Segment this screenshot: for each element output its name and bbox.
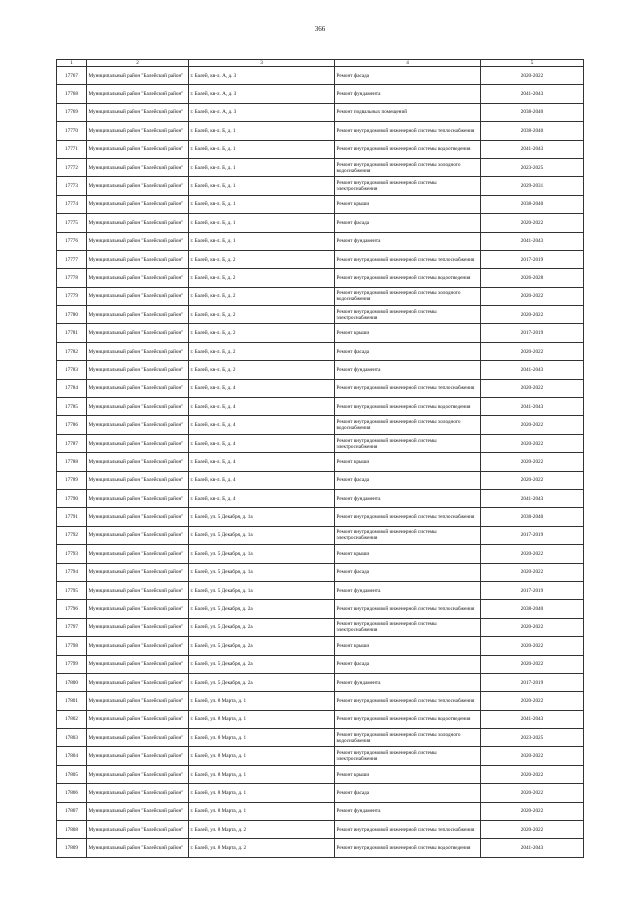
row-number: 17770 <box>57 122 87 140</box>
work-type-cell: Ремонт крыши <box>335 195 481 213</box>
district-cell: Муниципальный район "Балейский район" <box>87 821 189 839</box>
work-type-cell: Ремонт фундамента <box>335 489 481 507</box>
district-cell: Муниципальный район "Балейский район" <box>87 802 189 820</box>
row-number: 17800 <box>57 673 87 691</box>
period-cell: 2038-2040 <box>481 103 584 121</box>
work-type-cell: Ремонт внутридомовой инженерной системы водоотведения <box>335 398 481 416</box>
work-type-cell: Ремонт внутридомовой инженерной системы электроснабжения <box>335 526 481 544</box>
row-number: 17803 <box>57 729 87 747</box>
address-cell: г. Балей, ул. 5 Декабря, д. 2а <box>189 673 335 691</box>
period-cell: 2020-2022 <box>481 563 584 581</box>
period-cell: 2020-2022 <box>481 618 584 636</box>
district-cell: Муниципальный район "Балейский район" <box>87 342 189 360</box>
work-type-cell: Ремонт фундамента <box>335 581 481 599</box>
row-number: 17777 <box>57 250 87 268</box>
row-number: 17794 <box>57 563 87 581</box>
work-type-cell: Ремонт внутридомовой инженерной системы водоотведения <box>335 269 481 287</box>
address-cell: г. Балей, кв-л. Б, д. 4 <box>189 453 335 471</box>
table-row <box>57 563 584 581</box>
column-header: 2 <box>87 60 189 67</box>
table-row <box>57 747 584 765</box>
address-cell: г. Балей, кв-л. Б, д. 4 <box>189 379 335 397</box>
work-type-cell: Ремонт крыши <box>335 765 481 783</box>
work-type-cell: Ремонт внутридомовой инженерной системы теплоснабжения <box>335 600 481 618</box>
address-cell: г. Балей, кв-л. Б, д. 2 <box>189 287 335 305</box>
district-cell: Муниципальный район "Балейский район" <box>87 489 189 507</box>
column-header: 5 <box>481 60 584 67</box>
table-row <box>57 177 584 195</box>
row-number: 17790 <box>57 489 87 507</box>
address-cell: г. Балей, ул. 8 Марта, д. 1 <box>189 784 335 802</box>
work-type-cell: Ремонт внутридомовой инженерной системы водоотведения <box>335 140 481 158</box>
registry-table <box>56 59 584 858</box>
period-cell: 2041-2043 <box>481 232 584 250</box>
row-number: 17767 <box>57 67 87 85</box>
row-number: 17798 <box>57 637 87 655</box>
period-cell: 2017-2019 <box>481 250 584 268</box>
period-cell: 2041-2043 <box>481 398 584 416</box>
district-cell: Муниципальный район "Балейский район" <box>87 158 189 176</box>
period-cell: 2017-2019 <box>481 673 584 691</box>
row-number: 17802 <box>57 710 87 728</box>
period-cell: 2020-2022 <box>481 342 584 360</box>
work-type-cell: Ремонт внутридомовой инженерной системы теплоснабжения <box>335 122 481 140</box>
row-number: 17785 <box>57 398 87 416</box>
table-row <box>57 306 584 324</box>
row-number: 17787 <box>57 434 87 452</box>
table-row <box>57 398 584 416</box>
address-cell: г. Балей, ул. 8 Марта, д. 1 <box>189 729 335 747</box>
table-row <box>57 287 584 305</box>
district-cell: Муниципальный район "Балейский район" <box>87 103 189 121</box>
table-row <box>57 692 584 710</box>
district-cell: Муниципальный район "Балейский район" <box>87 563 189 581</box>
work-type-cell: Ремонт фасада <box>335 214 481 232</box>
period-cell: 2041-2043 <box>481 839 584 857</box>
period-cell: 2020-2022 <box>481 471 584 489</box>
period-cell: 2020-2022 <box>481 545 584 563</box>
table-row <box>57 416 584 434</box>
period-cell: 2017-2019 <box>481 581 584 599</box>
period-cell: 2020-2022 <box>481 821 584 839</box>
work-type-cell: Ремонт фасада <box>335 342 481 360</box>
address-cell: г. Балей, кв-л. Б, д. 2 <box>189 250 335 268</box>
table-row <box>57 673 584 691</box>
work-type-cell: Ремонт внутридомовой инженерной системы холодного водоснабжения <box>335 158 481 176</box>
period-cell: 2020-2022 <box>481 67 584 85</box>
work-type-cell: Ремонт фундамента <box>335 673 481 691</box>
row-number: 17773 <box>57 177 87 195</box>
period-cell: 2041-2043 <box>481 85 584 103</box>
table-row <box>57 269 584 287</box>
row-number: 17801 <box>57 692 87 710</box>
column-header: 3 <box>189 60 335 67</box>
district-cell: Муниципальный район "Балейский район" <box>87 398 189 416</box>
district-cell: Муниципальный район "Балейский район" <box>87 434 189 452</box>
address-cell: г. Балей, кв-л. А, д. 3 <box>189 103 335 121</box>
district-cell: Муниципальный район "Балейский район" <box>87 545 189 563</box>
address-cell: г. Балей, ул. 5 Декабря, д. 2а <box>189 618 335 636</box>
period-cell: 2020-2022 <box>481 765 584 783</box>
period-cell: 2041-2043 <box>481 361 584 379</box>
row-number: 17799 <box>57 655 87 673</box>
period-cell: 2038-2040 <box>481 508 584 526</box>
table-row <box>57 802 584 820</box>
district-cell: Муниципальный район "Балейский район" <box>87 67 189 85</box>
period-cell: 2020-2022 <box>481 453 584 471</box>
district-cell: Муниципальный район "Балейский район" <box>87 637 189 655</box>
address-cell: г. Балей, кв-л. Б, д. 1 <box>189 122 335 140</box>
column-header: 4 <box>335 60 481 67</box>
address-cell: г. Балей, ул. 5 Декабря, д. 2а <box>189 637 335 655</box>
address-cell: г. Балей, ул. 5 Декабря, д. 1а <box>189 545 335 563</box>
period-cell: 2020-2022 <box>481 379 584 397</box>
address-cell: г. Балей, ул. 8 Марта, д. 1 <box>189 747 335 765</box>
address-cell: г. Балей, ул. 5 Декабря, д. 2а <box>189 600 335 618</box>
address-cell: г. Балей, кв-л. Б, д. 1 <box>189 177 335 195</box>
district-cell: Муниципальный район "Балейский район" <box>87 379 189 397</box>
row-number: 17804 <box>57 747 87 765</box>
work-type-cell: Ремонт фундамента <box>335 802 481 820</box>
table-row <box>57 821 584 839</box>
work-type-cell: Ремонт внутридомовой инженерной системы теплоснабжения <box>335 250 481 268</box>
table-row <box>57 471 584 489</box>
work-type-cell: Ремонт внутридомовой инженерной системы теплоснабжения <box>335 692 481 710</box>
address-cell: г. Балей, кв-л. Б, д. 4 <box>189 398 335 416</box>
row-number: 17768 <box>57 85 87 103</box>
row-number: 17771 <box>57 140 87 158</box>
district-cell: Муниципальный район "Балейский район" <box>87 784 189 802</box>
address-cell: г. Балей, ул. 5 Декабря, д. 1а <box>189 563 335 581</box>
table-row <box>57 453 584 471</box>
row-number: 17786 <box>57 416 87 434</box>
district-cell: Муниципальный район "Балейский район" <box>87 453 189 471</box>
district-cell: Муниципальный район "Балейский район" <box>87 526 189 544</box>
district-cell: Муниципальный район "Балейский район" <box>87 765 189 783</box>
row-number: 17775 <box>57 214 87 232</box>
address-cell: г. Балей, кв-л. А, д. 3 <box>189 85 335 103</box>
district-cell: Муниципальный район "Балейский район" <box>87 416 189 434</box>
row-number: 17779 <box>57 287 87 305</box>
period-cell: 2029-2031 <box>481 177 584 195</box>
column-header: 1 <box>57 60 87 67</box>
row-number: 17772 <box>57 158 87 176</box>
page-number: 366 <box>314 25 326 33</box>
table-row <box>57 710 584 728</box>
period-cell: 2020-2022 <box>481 692 584 710</box>
address-cell: г. Балей, кв-л. Б, д. 1 <box>189 232 335 250</box>
table-row <box>57 85 584 103</box>
district-cell: Муниципальный район "Балейский район" <box>87 324 189 342</box>
table-row <box>57 545 584 563</box>
table-row <box>57 250 584 268</box>
period-cell: 2020-2022 <box>481 214 584 232</box>
work-type-cell: Ремонт фасада <box>335 655 481 673</box>
work-type-cell: Ремонт внутридомовой инженерной системы теплоснабжения <box>335 379 481 397</box>
table-row <box>57 765 584 783</box>
address-cell: г. Балей, кв-л. Б, д. 2 <box>189 269 335 287</box>
period-cell: 2020-2022 <box>481 747 584 765</box>
work-type-cell: Ремонт крыши <box>335 453 481 471</box>
table-row <box>57 600 584 618</box>
address-cell: г. Балей, кв-л. А, д. 3 <box>189 67 335 85</box>
work-type-cell: Ремонт фасада <box>335 67 481 85</box>
district-cell: Муниципальный район "Балейский район" <box>87 177 189 195</box>
row-number: 17792 <box>57 526 87 544</box>
district-cell: Муниципальный район "Балейский район" <box>87 306 189 324</box>
work-type-cell: Ремонт фасада <box>335 784 481 802</box>
district-cell: Муниципальный район "Балейский район" <box>87 673 189 691</box>
table-body <box>57 67 584 858</box>
district-cell: Муниципальный район "Балейский район" <box>87 250 189 268</box>
address-cell: г. Балей, кв-л. Б, д. 1 <box>189 158 335 176</box>
table-row <box>57 342 584 360</box>
district-cell: Муниципальный район "Балейский район" <box>87 471 189 489</box>
table-row <box>57 158 584 176</box>
row-number: 17778 <box>57 269 87 287</box>
row-number: 17774 <box>57 195 87 213</box>
work-type-cell: Ремонт крыши <box>335 324 481 342</box>
table-row <box>57 67 584 85</box>
period-cell: 2020-2022 <box>481 655 584 673</box>
row-number: 17784 <box>57 379 87 397</box>
district-cell: Муниципальный район "Балейский район" <box>87 195 189 213</box>
table-row <box>57 232 584 250</box>
row-number: 17797 <box>57 618 87 636</box>
address-cell: г. Балей, ул. 5 Декабря, д. 2а <box>189 655 335 673</box>
district-cell: Муниципальный район "Балейский район" <box>87 269 189 287</box>
period-cell: 2038-2040 <box>481 122 584 140</box>
address-cell: г. Балей, кв-л. Б, д. 1 <box>189 195 335 213</box>
row-number: 17795 <box>57 581 87 599</box>
row-number: 17807 <box>57 802 87 820</box>
work-type-cell: Ремонт внутридомовой инженерной системы холодного водоснабжения <box>335 416 481 434</box>
period-cell: 2020-2022 <box>481 306 584 324</box>
table-row <box>57 361 584 379</box>
district-cell: Муниципальный район "Балейский район" <box>87 85 189 103</box>
district-cell: Муниципальный район "Балейский район" <box>87 581 189 599</box>
work-type-cell: Ремонт крыши <box>335 545 481 563</box>
table-row <box>57 324 584 342</box>
table-row <box>57 655 584 673</box>
row-number: 17781 <box>57 324 87 342</box>
work-type-cell: Ремонт внутридомовой инженерной системы электроснабжения <box>335 177 481 195</box>
address-cell: г. Балей, кв-л. Б, д. 2 <box>189 361 335 379</box>
period-cell: 2023-2025 <box>481 158 584 176</box>
table-row <box>57 489 584 507</box>
row-number: 17806 <box>57 784 87 802</box>
work-type-cell: Ремонт внутридомовой инженерной системы электроснабжения <box>335 747 481 765</box>
work-type-cell: Ремонт внутридомовой инженерной системы холодного водоснабжения <box>335 729 481 747</box>
address-cell: г. Балей, ул. 8 Марта, д. 1 <box>189 692 335 710</box>
district-cell: Муниципальный район "Балейский район" <box>87 839 189 857</box>
period-cell: 2038-2040 <box>481 600 584 618</box>
address-cell: г. Балей, кв-л. Б, д. 2 <box>189 324 335 342</box>
work-type-cell: Ремонт фундамента <box>335 85 481 103</box>
table-row <box>57 839 584 857</box>
period-cell: 2023-2025 <box>481 729 584 747</box>
address-cell: г. Балей, ул. 8 Марта, д. 1 <box>189 710 335 728</box>
district-cell: Муниципальный район "Балейский район" <box>87 214 189 232</box>
header-row <box>57 60 584 67</box>
address-cell: г. Балей, кв-л. Б, д. 4 <box>189 416 335 434</box>
address-cell: г. Балей, кв-л. Б, д. 1 <box>189 140 335 158</box>
address-cell: г. Балей, кв-л. Б, д. 2 <box>189 306 335 324</box>
district-cell: Муниципальный район "Балейский район" <box>87 747 189 765</box>
district-cell: Муниципальный район "Балейский район" <box>87 655 189 673</box>
table-row <box>57 195 584 213</box>
table-row <box>57 122 584 140</box>
period-cell: 2017-2019 <box>481 526 584 544</box>
address-cell: г. Балей, ул. 8 Марта, д. 2 <box>189 839 335 857</box>
row-number: 17808 <box>57 821 87 839</box>
address-cell: г. Балей, ул. 5 Декабря, д. 1а <box>189 526 335 544</box>
work-type-cell: Ремонт подвальных помещений <box>335 103 481 121</box>
table-row <box>57 103 584 121</box>
work-type-cell: Ремонт фасада <box>335 563 481 581</box>
district-cell: Муниципальный район "Балейский район" <box>87 692 189 710</box>
work-type-cell: Ремонт фундамента <box>335 232 481 250</box>
table-row <box>57 784 584 802</box>
district-cell: Муниципальный район "Балейский район" <box>87 361 189 379</box>
work-type-cell: Ремонт внутридомовой инженерной системы электроснабжения <box>335 306 481 324</box>
work-type-cell: Ремонт фундамента <box>335 361 481 379</box>
district-cell: Муниципальный район "Балейский район" <box>87 287 189 305</box>
row-number: 17796 <box>57 600 87 618</box>
district-cell: Муниципальный район "Балейский район" <box>87 729 189 747</box>
period-cell: 2038-2040 <box>481 195 584 213</box>
district-cell: Муниципальный район "Балейский район" <box>87 600 189 618</box>
row-number: 17780 <box>57 306 87 324</box>
district-cell: Муниципальный район "Балейский район" <box>87 710 189 728</box>
district-cell: Муниципальный район "Балейский район" <box>87 508 189 526</box>
table-row <box>57 214 584 232</box>
address-cell: г. Балей, ул. 5 Декабря, д. 1а <box>189 508 335 526</box>
district-cell: Муниципальный район "Балейский район" <box>87 122 189 140</box>
period-cell: 2020-2022 <box>481 287 584 305</box>
table-row <box>57 379 584 397</box>
work-type-cell: Ремонт внутридомовой инженерной системы электроснабжения <box>335 618 481 636</box>
table-row <box>57 526 584 544</box>
period-cell: 2020-2022 <box>481 434 584 452</box>
work-type-cell: Ремонт внутридомовой инженерной системы теплоснабжения <box>335 821 481 839</box>
period-cell: 2020-2022 <box>481 637 584 655</box>
period-cell: 2026-2028 <box>481 269 584 287</box>
table-row <box>57 140 584 158</box>
district-cell: Муниципальный район "Балейский район" <box>87 618 189 636</box>
address-cell: г. Балей, кв-л. Б, д. 2 <box>189 342 335 360</box>
district-cell: Муниципальный район "Балейский район" <box>87 232 189 250</box>
row-number: 17805 <box>57 765 87 783</box>
row-number: 17793 <box>57 545 87 563</box>
row-number: 17783 <box>57 361 87 379</box>
table-row <box>57 508 584 526</box>
row-number: 17809 <box>57 839 87 857</box>
table-row <box>57 637 584 655</box>
period-cell: 2020-2022 <box>481 802 584 820</box>
work-type-cell: Ремонт фасада <box>335 471 481 489</box>
table-header <box>57 60 584 67</box>
row-number: 17789 <box>57 471 87 489</box>
work-type-cell: Ремонт крыши <box>335 637 481 655</box>
address-cell: г. Балей, кв-л. Б, д. 4 <box>189 434 335 452</box>
period-cell: 2020-2022 <box>481 416 584 434</box>
row-number: 17776 <box>57 232 87 250</box>
period-cell: 2041-2043 <box>481 710 584 728</box>
work-type-cell: Ремонт внутридомовой инженерной системы электроснабжения <box>335 434 481 452</box>
row-number: 17791 <box>57 508 87 526</box>
row-number: 17769 <box>57 103 87 121</box>
table-row <box>57 729 584 747</box>
address-cell: г. Балей, кв-л. Б, д. 4 <box>189 471 335 489</box>
table-row <box>57 618 584 636</box>
work-type-cell: Ремонт внутридомовой инженерной системы водоотведения <box>335 839 481 857</box>
district-cell: Муниципальный район "Балейский район" <box>87 140 189 158</box>
address-cell: г. Балей, ул. 8 Марта, д. 1 <box>189 802 335 820</box>
address-cell: г. Балей, ул. 5 Декабря, д. 1а <box>189 581 335 599</box>
row-number: 17782 <box>57 342 87 360</box>
address-cell: г. Балей, кв-л. Б, д. 1 <box>189 214 335 232</box>
period-cell: 2017-2019 <box>481 324 584 342</box>
table-row <box>57 581 584 599</box>
address-cell: г. Балей, кв-л. Б, д. 4 <box>189 489 335 507</box>
work-type-cell: Ремонт внутридомовой инженерной системы водоотведения <box>335 710 481 728</box>
period-cell: 2041-2043 <box>481 489 584 507</box>
period-cell: 2020-2022 <box>481 784 584 802</box>
work-type-cell: Ремонт внутридомовой инженерной системы теплоснабжения <box>335 508 481 526</box>
row-number: 17788 <box>57 453 87 471</box>
address-cell: г. Балей, ул. 8 Марта, д. 2 <box>189 821 335 839</box>
period-cell: 2041-2043 <box>481 140 584 158</box>
address-cell: г. Балей, ул. 8 Марта, д. 1 <box>189 765 335 783</box>
table-row <box>57 434 584 452</box>
work-type-cell: Ремонт внутридомовой инженерной системы холодного водоснабжения <box>335 287 481 305</box>
